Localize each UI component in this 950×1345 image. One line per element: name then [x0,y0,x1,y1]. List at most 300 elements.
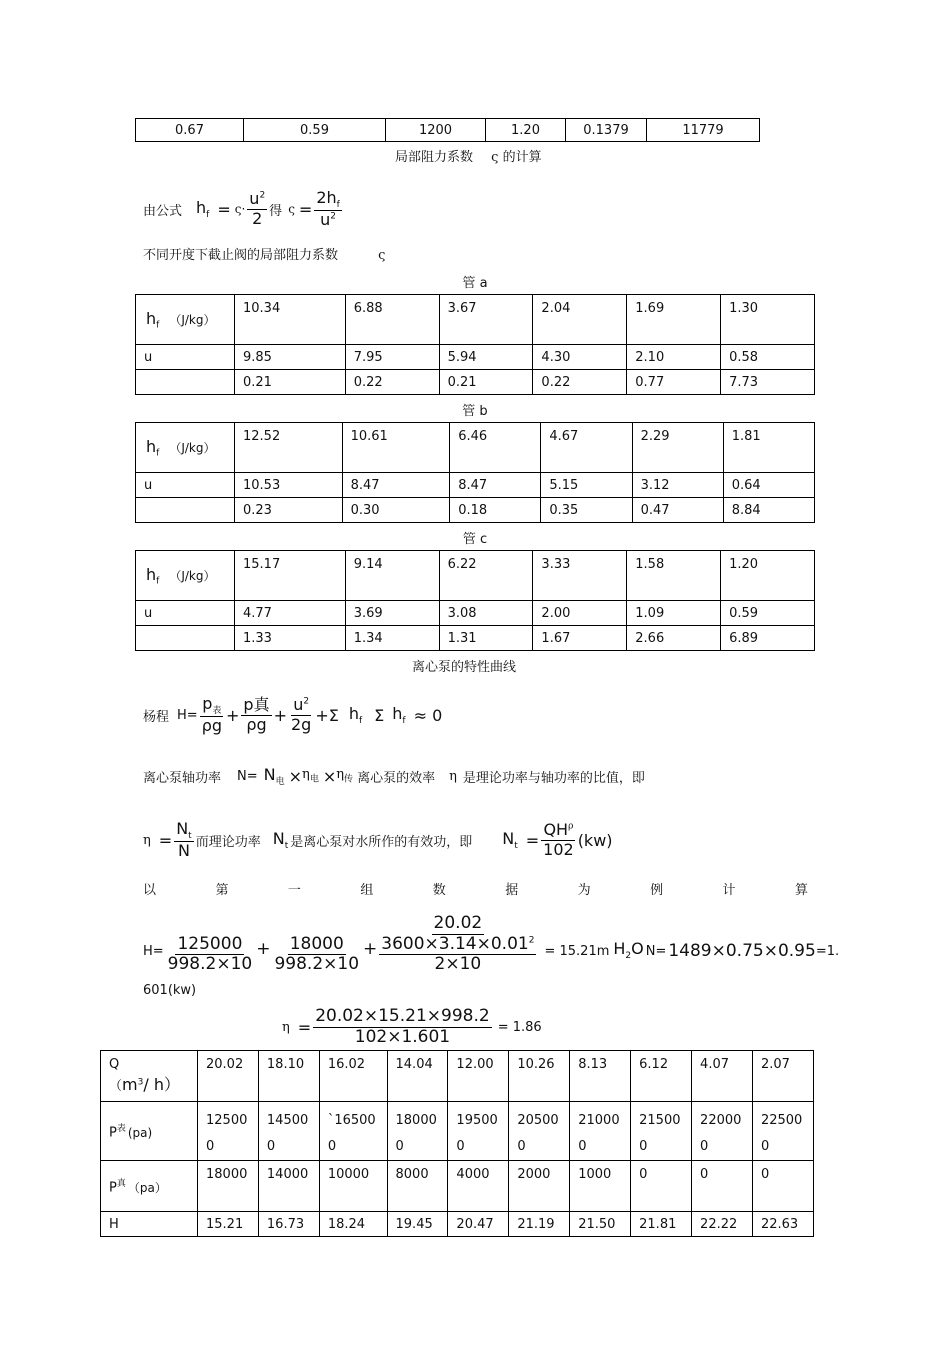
p-symbol: p [202,693,213,713]
example-char: 为 [577,883,591,898]
shaft-label: 离心泵轴功率 [143,770,222,786]
h-symbol: h [146,564,157,584]
table-cell: 2.07 [752,1051,813,1102]
table-cell [258,1102,319,1161]
table-cell: 10.61 [342,423,450,473]
times-sign: × [322,766,337,786]
fraction-Nt-over-N [174,820,194,861]
example-char: 组 [360,883,374,898]
cell-line: 12500 [206,1113,248,1128]
dian-sub: 电 [275,777,285,788]
table-cell: 3.12 [632,473,723,498]
pipe-table [135,294,815,395]
table-cell: 0.64 [723,473,814,498]
table-cell: 1.20 [486,119,566,142]
cell-line: 0 [395,1139,404,1154]
zeta-label-cell [136,626,235,651]
table-row [136,551,815,601]
top-table [135,118,760,142]
cell-line: 0 [327,1139,337,1154]
table-cell [319,1102,387,1161]
table-cell: 22.22 [692,1212,753,1237]
hf-unit: （J/kg） [169,568,216,583]
2h-symbol: 2h [316,187,337,207]
u-label-cell: u [136,345,235,370]
table-cell: 16.02 [319,1051,387,1102]
head-H: H= [177,707,198,723]
equals-sign: = [217,199,231,219]
table-cell: 5.15 [541,473,632,498]
f-sub: f [402,716,406,727]
chuan-sub: 传 [344,774,354,785]
den-9982x10: 998.2×10 [274,954,360,975]
table-cell: 1200 [386,119,486,142]
table-row [136,601,815,626]
table-cell: 21.50 [570,1212,631,1237]
local-resistance-title [395,146,542,165]
example-line [143,879,808,898]
rho-sup: ρ [568,821,574,832]
hf-unit: （J/kg） [169,440,216,455]
formula-prefix: 由公式 [143,203,183,219]
f-sub: f [156,320,160,331]
table-cell: 6.88 [345,295,439,345]
table-cell: 7.73 [721,370,815,395]
table-cell [631,1102,692,1161]
calc-H-line [143,905,839,977]
equals-sign: = [158,830,173,850]
den-102: 102 [543,839,574,859]
zeta-symbol: ς [491,150,499,165]
theory-label: 而理论功率 [195,834,261,850]
table-cell: 14.04 [387,1051,448,1102]
table-row [136,473,815,498]
q-label-cell [101,1051,198,1102]
table-cell: 4.30 [533,345,627,370]
plus-sign: + [226,705,240,725]
table-cell [198,1102,259,1161]
table-cell: 20.47 [448,1212,509,1237]
cell-line: 19500 [456,1113,498,1128]
hf-label-cell [136,551,235,601]
equals-sign: = [297,1017,312,1037]
table-cell: 9.85 [235,345,346,370]
caption-text: 不同开度下截止阀的局部阻力系数 [143,248,339,263]
pzhen-label-cell [101,1161,198,1212]
table-cell: 0 [752,1161,813,1212]
table-cell: 22.63 [752,1212,813,1237]
calc-result: = 15.21m [544,944,610,959]
pipe-table [135,422,815,523]
zeta-label-cell [136,370,235,395]
pipe-title: 管 b [462,404,488,419]
table-cell: 4000 [448,1161,509,1212]
hf-label-cell [136,423,235,473]
f-sub: f [336,199,340,210]
calc-N: N= [645,944,667,959]
table-row [136,295,815,345]
QH: QH [543,820,569,840]
cell-line: 21000 [578,1113,620,1128]
table-cell: 0.59 [244,119,386,142]
eta-formula [143,814,613,866]
eta-symbol: η [143,832,151,848]
2g: 2g [290,714,312,734]
sup-2: 2 [303,696,310,707]
eta-symbol: η [449,768,457,784]
table-cell: 3.69 [345,601,439,626]
fraction-125000 [166,935,255,975]
table-cell: 5.94 [439,345,533,370]
h-label-cell: H [101,1212,198,1237]
table-cell: 3.08 [439,601,533,626]
fraction-u2-over-2 [247,190,267,228]
calc-N-expr: 1489×0.75×0.95 [668,941,816,961]
table-cell: 2000 [509,1161,570,1212]
table-cell: 0 [631,1161,692,1212]
table-cell: 6.22 [439,551,533,601]
u-symbol: u [320,210,331,230]
plus-sign: + [256,939,271,959]
table-row [101,1102,814,1161]
table-cell: 6.46 [450,423,541,473]
N-symbol: N [176,818,189,838]
table-cell: 12.52 [235,423,343,473]
pump-data-table [100,1050,814,1237]
N-den: N [177,841,190,861]
example-char: 例 [650,883,664,898]
valve-caption [143,244,385,263]
eta-den: 102×1.601 [354,1026,451,1047]
example-char: 算 [794,883,808,898]
kw-unit: (kw) [577,830,613,850]
plus-sign: + [315,705,329,725]
fraction-u2-over-2g [289,696,313,734]
table-cell: 0.47 [632,498,723,523]
table-cell: 15.21 [198,1212,259,1237]
H2O-sub: 2 [625,951,632,961]
example-char: 据 [505,883,519,898]
table-cell: 1000 [570,1161,631,1212]
table-cell: 0.67 [136,119,244,142]
table-row [136,370,815,395]
table-cell: 15.17 [235,551,346,601]
table-cell: 8.47 [450,473,541,498]
u-label-cell: u [136,473,235,498]
table-row [136,345,815,370]
table-cell: 9.14 [345,551,439,601]
example-char: 以 [143,883,157,898]
zeta-symbol: ς [234,202,242,216]
table-cell: 1.67 [533,626,627,651]
cell-line: 0 [517,1139,526,1154]
cell-line: 0 [700,1139,709,1154]
title-suffix: 的计算 [502,150,542,165]
table-cell: 10.53 [235,473,343,498]
pzhen: p真 [243,695,270,715]
pipe-title: 管 c [462,532,488,547]
table-cell [509,1102,570,1161]
eta-symbol: η [336,767,345,783]
shaft-N: N= [237,768,258,784]
times-sign: × [288,766,303,786]
example-char: 第 [215,883,229,898]
f-sub: f [206,210,210,221]
den-9982x10: 998.2×10 [167,954,253,975]
zeta-symbol: ς [288,202,295,216]
table-row [136,119,760,142]
fraction-pzhen-over-rhog [241,696,271,734]
fraction-pbiao-over-rhog [200,695,224,736]
table-cell: 0.23 [235,498,343,523]
table-cell: 3.67 [439,295,533,345]
fraction-QHrho-over-102 [541,821,576,859]
table-cell: 14000 [258,1161,319,1212]
sigma-symbol: Σ [374,705,385,725]
cell-line: 14500 [266,1113,309,1128]
zeta-label-cell [136,498,235,523]
table-cell: 0.21 [235,370,346,395]
table-cell: 3.33 [533,551,627,601]
table-row [101,1212,814,1237]
table-cell [448,1102,509,1161]
biao-sub: 表 [212,705,222,716]
table-cell: 20.02 [198,1051,259,1102]
approx-zero: ≈ 0 [413,705,443,725]
cell-line: 20500 [517,1113,559,1128]
sup-2: 2 [259,190,266,201]
rhog: ρg [201,716,222,736]
pipe-table [135,550,815,651]
equals-sign: = [525,830,540,850]
plus-sign: + [363,939,378,959]
efficiency-desc: 是理论功率与轴功率的比值，即 [462,770,645,786]
num-18000: 18000 [289,933,344,954]
table-cell [752,1102,813,1161]
pa-unit: (pa) [127,1125,153,1140]
table-cell: 1.31 [439,626,533,651]
sup-2: 2 [330,211,337,222]
example-char: 一 [287,883,301,898]
pa-unit: （pa） [127,1180,167,1195]
p-symbol: P [109,1125,117,1141]
h-symbol: h [392,703,403,723]
table-cell: 2.66 [627,626,721,651]
calc-N-unit: 601(kw) [143,983,197,998]
h-symbol: h [196,197,207,217]
table-cell: 16.73 [258,1212,319,1237]
table-cell: 8000 [387,1161,448,1212]
equals-sign: = [298,199,313,219]
table-cell: 0.30 [342,498,450,523]
zhen-sup: 真 [116,1179,126,1190]
table-cell: 0.77 [627,370,721,395]
fraction-velocity-head [379,914,536,975]
N-symbol: N [272,828,285,848]
t-sub: t [188,830,192,841]
table-cell: 10.26 [509,1051,570,1102]
f-sub: f [156,576,160,587]
table-cell: 18.10 [258,1051,319,1102]
q-h: / h） [143,1075,180,1094]
eta-symbol: η [302,767,310,783]
cell-line: 21500 [639,1113,681,1128]
table-cell: 1.34 [345,626,439,651]
table-cell [387,1102,448,1161]
table-cell: 1.33 [235,626,346,651]
f-sub: f [156,448,160,459]
cell-line: 22500 [760,1113,803,1128]
cell-line: 0 [578,1139,587,1154]
table-cell: 2.10 [627,345,721,370]
table-cell: 8.47 [342,473,450,498]
eta-result: = 1.86 [497,1019,542,1035]
plus-sign: + [273,705,287,725]
table-cell: 7.95 [345,345,439,370]
cell-line: 0 [206,1139,215,1154]
table-row [136,626,815,651]
table-cell: 1.09 [627,601,721,626]
H2O-O: O [631,938,644,958]
table-cell: 11779 [647,119,760,142]
num-125000: 125000 [177,933,243,954]
table-cell: 19.45 [387,1212,448,1237]
hf-unit: （J/kg） [169,312,216,327]
hf-label-cell [136,295,235,345]
table-cell: 2.29 [632,423,723,473]
pbiao-label-cell [101,1102,198,1161]
den-2: 2 [252,208,263,228]
H2O-H: H [613,938,626,958]
rhog: ρg [246,714,267,734]
table-cell: 10.34 [235,295,346,345]
table-cell: 2.00 [533,601,627,626]
cell-line: 0 [456,1139,465,1154]
efficiency-label: 离心泵的效率 [357,770,436,786]
zeta-symbol: ς [378,248,386,263]
N-symbol: N [502,828,515,848]
cell-line: 22000 [700,1113,742,1128]
title-text: 局部阻力系数 [395,150,474,165]
table-cell: 4.07 [692,1051,753,1102]
table-cell: 0.18 [450,498,541,523]
q-label: Q（ [109,1057,123,1094]
den-inner: 3600×3.14×0.01 [381,933,529,954]
dian-sub: 电 [309,774,319,785]
fraction-eta-calc [313,1007,492,1047]
table-row [136,498,815,523]
formula-de: 得 [269,203,283,219]
table-cell: 0.21 [439,370,533,395]
fraction-18000 [272,935,361,975]
table-cell [570,1102,631,1161]
table-cell: 1.69 [627,295,721,345]
pump-curve-title: 离心泵的特性曲线 [412,660,517,675]
cell-line: `16500 [327,1113,376,1128]
f-sub: f [358,716,363,727]
table-cell: 0.1379 [566,119,647,142]
table-cell: 6.89 [721,626,815,651]
table-cell: 4.77 [235,601,346,626]
table-cell: 0.59 [721,601,815,626]
table-cell: 6.12 [631,1051,692,1102]
fraction-2hf-over-u2 [314,189,342,230]
u-symbol: u [293,695,304,715]
table-cell: 1.81 [723,423,814,473]
u-symbol: u [249,189,260,209]
eta-symbol: η [282,1019,290,1035]
table-cell: 8.13 [570,1051,631,1102]
table-cell: 18.24 [319,1212,387,1237]
example-char: 数 [432,883,446,898]
table-cell: 21.19 [509,1212,570,1237]
shaft-power-line [143,764,645,788]
example-char: 计 [722,883,736,898]
table-row [101,1161,814,1212]
head-label: 杨程 [143,709,170,725]
t-sub: t [514,841,518,852]
cell-line: 0 [266,1139,276,1154]
N-symbol: N [263,764,276,784]
local-formula [143,183,344,235]
table-cell: 4.67 [541,423,632,473]
biao-sup: 表 [116,1124,126,1135]
table-cell: 21.81 [631,1212,692,1237]
t-sub: t [284,841,289,852]
cell-line: 0 [760,1139,770,1154]
u-label-cell: u [136,601,235,626]
table-cell: 10000 [319,1161,387,1212]
head-formula [143,690,442,740]
calc-H: H= [143,944,164,959]
cell-line: 18000 [395,1113,437,1128]
table-cell: 0.35 [541,498,632,523]
table-cell: 1.30 [721,295,815,345]
pipe-title: 管 a [462,276,488,291]
num-2002: 20.02 [433,913,483,934]
q-3: 3 [137,1077,144,1088]
table-cell [692,1102,753,1161]
dot-sign: · [241,202,246,216]
table-cell: 0.22 [533,370,627,395]
table-row [101,1051,814,1102]
p-symbol: P [109,1180,117,1196]
table-row [136,423,815,473]
calc-eta-line [282,1004,542,1050]
table-cell: 0.58 [721,345,815,370]
cell-line: 0 [639,1139,648,1154]
theory-desc: 是离心泵对水所作的有效功，即 [290,834,473,850]
table-cell: 1.20 [721,551,815,601]
formula-hf [196,198,209,220]
table-cell: 0 [692,1161,753,1212]
table-cell: 8.84 [723,498,814,523]
h-symbol: h [146,436,157,456]
table-cell: 1.58 [627,551,721,601]
h-symbol: h [146,308,157,328]
table-cell: 0.22 [345,370,439,395]
sigma-symbol: Σ [328,705,339,725]
table-cell: 12.00 [448,1051,509,1102]
sup-2: 2 [528,935,535,946]
table-cell: 2.04 [533,295,627,345]
den-2x10: 2×10 [434,954,482,975]
table-cell: 18000 [198,1161,259,1212]
calc-N-result: =1. [815,944,840,959]
eta-num: 20.02×15.21×998.2 [315,1005,490,1026]
h-symbol: h [348,703,359,723]
q-m: m [122,1075,138,1094]
